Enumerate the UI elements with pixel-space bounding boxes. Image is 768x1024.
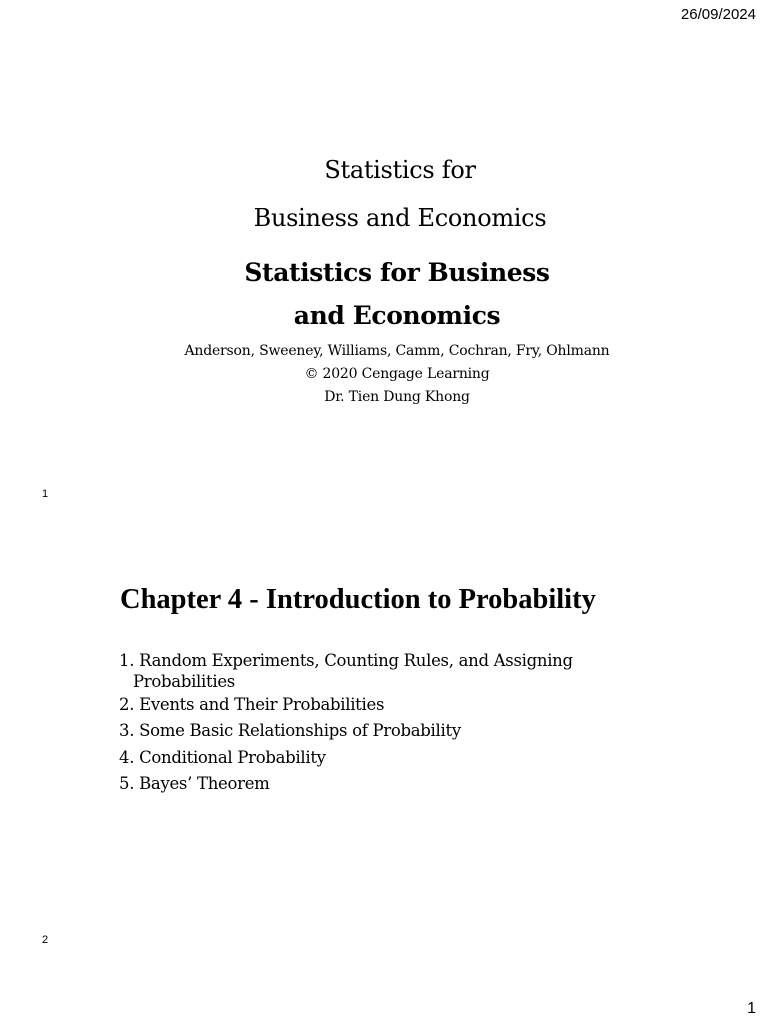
slide-title-line-2: Business and Economics [253,204,547,232]
list-item [119,648,573,692]
list-item [119,692,573,719]
print-date: 26/09/2024 [680,6,756,23]
slide-number: 2 [42,934,49,946]
book-title-line-1: Statistics for Business [244,258,550,287]
list-item-text: 2. Events and Their Probabilities [119,694,385,714]
slide-2 [0,512,768,1024]
presenter: Dr. Tien Dung Khong [324,389,470,405]
chapter-heading: Chapter 4 - Introduction to Probability [120,584,596,615]
slide-title-line-1: Statistics for [324,156,476,184]
list-item-text: 3. Some Basic Relationships of Probability [119,721,461,740]
list-item [119,771,573,798]
list-item [119,745,573,772]
list-item-text: 4. Conditional Probability [119,747,326,767]
copyright: © 2020 Cengage Learning [304,366,490,382]
list-item [119,718,573,745]
list-item-text: 5. Bayes’ Theorem [119,774,270,793]
list-item-text: 1. Random Experiments, Counting Rules, and Assigning [119,651,573,670]
list-item-text-continued: Probabilities [133,671,235,691]
authors: Anderson, Sweeney, Williams, Camm, Cochran, Fry, Ohlmann [184,343,610,359]
slide-number: 1 [42,488,49,500]
chapter-topics-list [119,648,573,798]
book-title-line-2: and Economics [293,301,501,330]
page-number: 1 [747,1000,756,1017]
